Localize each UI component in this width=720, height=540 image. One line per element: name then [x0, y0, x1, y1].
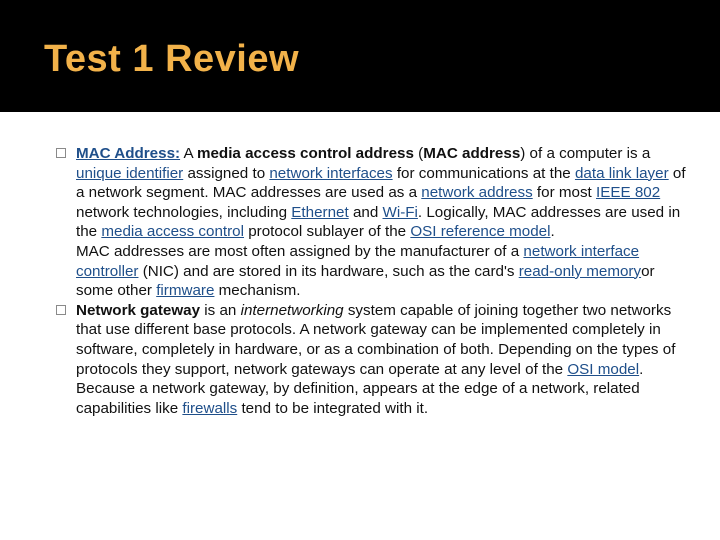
text-segment: is an [200, 301, 241, 319]
hyperlink[interactable]: IEEE 802 [596, 184, 661, 202]
text-segment: for communications at the [392, 164, 575, 182]
text-segment: of a network segment. MAC addresses are used as a [76, 164, 686, 202]
text-segment: MAC addresses are most often assigned by the manufacturer of a [76, 242, 524, 260]
hyperlink[interactable]: media access control [101, 223, 245, 241]
bullet-network-gateway [56, 301, 686, 419]
text-segment: A [180, 145, 197, 162]
hyperlink[interactable]: Ethernet [291, 203, 349, 221]
bold-term: media access control address [196, 145, 414, 162]
hyperlink[interactable]: firmware [156, 282, 215, 300]
hyperlink[interactable]: OSI model [567, 360, 640, 378]
bullet-square-icon [56, 148, 66, 158]
bullet-mac-address [56, 144, 686, 301]
text-segment: (NIC) and are stored in its hardware, such as the card's [138, 262, 519, 280]
text-segment: mechanism. [214, 282, 301, 300]
mac-paragraph-continued [76, 242, 686, 301]
mac-paragraph [76, 144, 686, 242]
hyperlink[interactable]: read-only memory [518, 262, 642, 280]
bold-term: Network gateway [76, 301, 201, 319]
text-segment: ) of a computer is a [520, 145, 651, 162]
hyperlink[interactable]: OSI reference model [410, 223, 551, 241]
hyperlink[interactable]: network interface controller [76, 242, 640, 280]
text-segment: and [348, 203, 383, 221]
hyperlink[interactable]: MAC Address: [76, 145, 181, 162]
hyperlink[interactable]: data link layer [574, 164, 669, 182]
text-segment: . Logically, MAC addresses are used in the [76, 203, 681, 241]
text-segment: for most [532, 184, 596, 202]
hyperlink[interactable]: firewalls [182, 399, 238, 417]
hyperlink[interactable]: Wi-Fi [382, 203, 418, 221]
text-segment: assigned to [183, 164, 270, 182]
gateway-paragraph [76, 301, 686, 379]
text-segment: protocol sublayer of the [244, 223, 411, 241]
slide-content [56, 144, 686, 418]
text-segment: . [639, 360, 644, 378]
title-bar [0, 0, 720, 112]
text-segment: tend to be integrated with it. [237, 399, 429, 417]
text-segment: . [550, 223, 555, 241]
text-segment: Because a network gateway, by definition, appears at the edge of a network, related capabilities like [76, 380, 640, 417]
bold-term: MAC address [423, 145, 521, 162]
text-segment: ( [413, 145, 424, 162]
text-segment: network technologies, including [76, 203, 292, 221]
text-segment: or some other [76, 262, 655, 300]
slide-title: Test 1 Review [44, 38, 300, 80]
hyperlink[interactable]: unique identifier [76, 164, 184, 182]
gateway-paragraph-continued [76, 379, 686, 418]
bullet-square-icon [56, 305, 66, 315]
hyperlink[interactable]: network address [421, 184, 533, 202]
hyperlink[interactable]: network interfaces [269, 164, 393, 182]
text-segment: system capable of joining together two networks that use different base protocols. A network gateway can be implemented completely in software, completely in hardware, or as a combination of both. Depending on the types of protocols they support, network gateways can operate at any level of the [76, 301, 676, 378]
italic-term: internetworking [240, 301, 344, 319]
